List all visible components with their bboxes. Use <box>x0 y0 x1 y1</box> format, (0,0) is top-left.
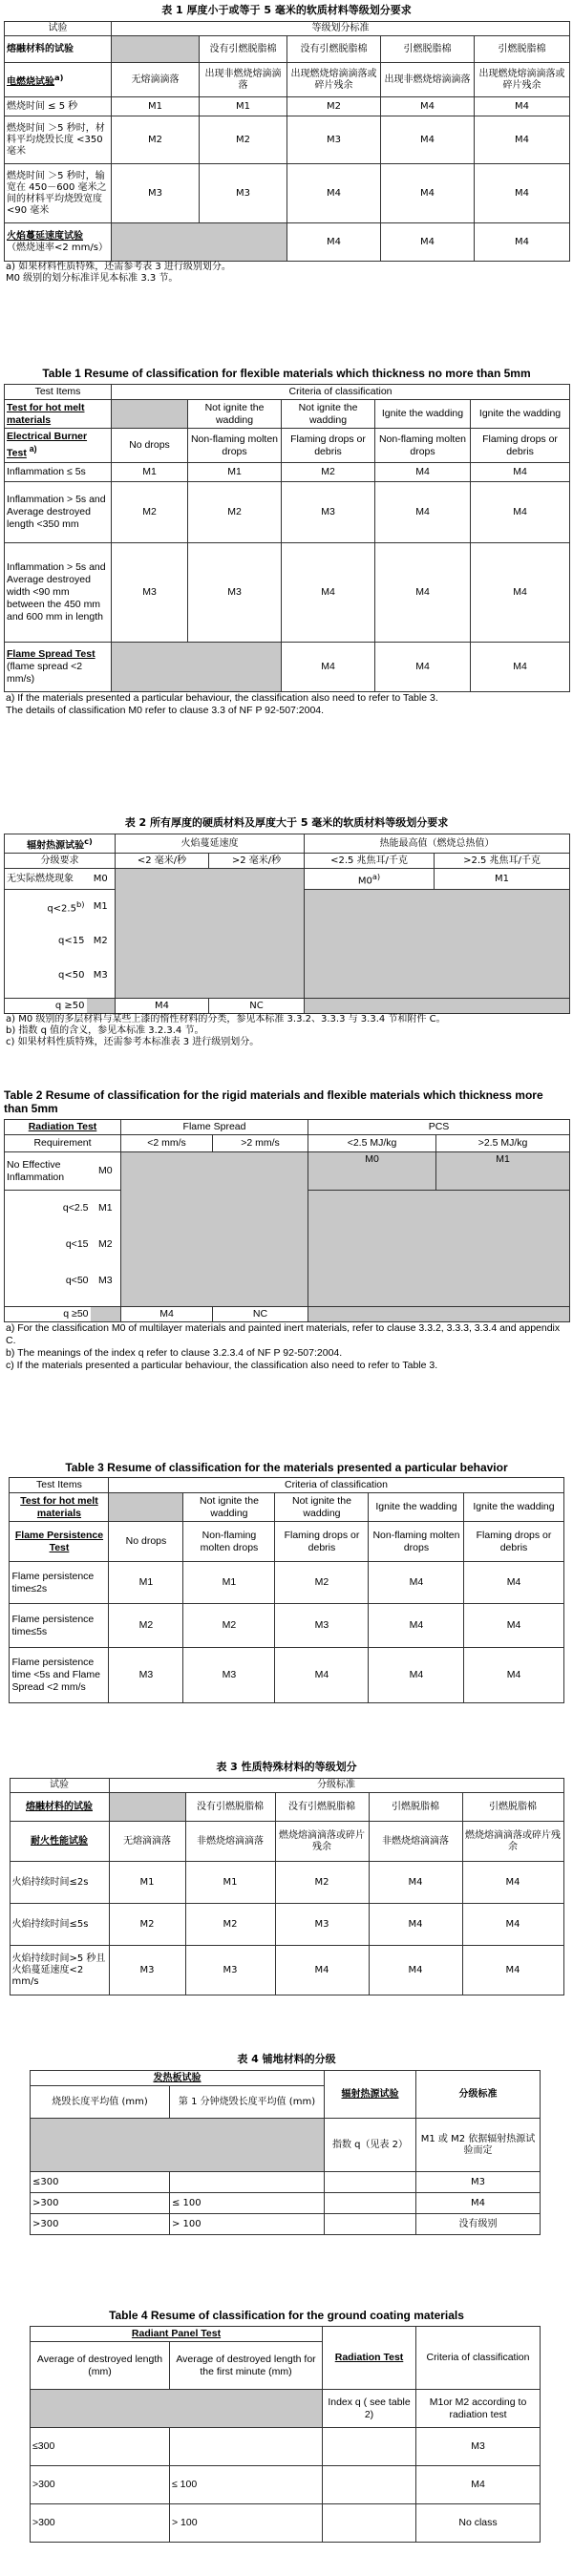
blank-cell <box>305 999 570 1014</box>
table-note: M0 级别的划分标准详见本标准 3.3 节。 <box>6 273 179 284</box>
header-cell: 出现非燃烧熔滴滴落 <box>381 63 475 97</box>
table-note: The details of classification M0 refer to clause 3.3 of NF P 92-507:2004. <box>6 705 325 716</box>
value-cell: M3 <box>112 164 200 223</box>
value-cell: M4 <box>275 1648 369 1703</box>
value-cell: M4 <box>464 1562 563 1604</box>
value-cell: M1 <box>185 1862 275 1904</box>
table2-cn <box>4 834 570 1014</box>
header-cell: Ignite the wadding <box>464 1493 563 1522</box>
row-label-fire-spread: Flame Spread Test (flame spread <2 mm/s) <box>5 643 112 692</box>
value-cell: M1 <box>435 869 570 890</box>
table3-en <box>9 1477 563 1703</box>
value-cell: M0$^{a)}$ <box>305 869 435 890</box>
row-label: q ≥50 <box>5 1307 91 1322</box>
index-cell: 指数 q（见表 2） <box>325 2119 416 2172</box>
row-label: 燃烧时间 ≤ 5 秒 <box>5 97 112 116</box>
header-cell: Flaming drops or debris <box>471 429 570 463</box>
table2-cn-block <box>4 816 569 1048</box>
row-label-electric: 电燃烧试验$^{a)}$ <box>5 63 112 97</box>
class-cell: M3 <box>416 2172 541 2193</box>
value-cell: M1 <box>200 97 287 116</box>
value-cell: M4 <box>475 164 570 223</box>
value-cell: ≤ 100 <box>170 2466 323 2504</box>
value-cell: M4 <box>464 1604 563 1648</box>
header-cell: Flaming drops or debris <box>275 1522 369 1562</box>
header-cell: >2.5 兆焦耳/千克 <box>435 854 570 869</box>
header-requirement: Requirement <box>5 1135 121 1152</box>
blank-cell <box>116 869 305 999</box>
row-label: 火焰持续时间>5 秒且火焰蔓延速度<2 mm/s <box>10 1946 109 1995</box>
header-cell: >2.5 MJ/kg <box>436 1135 570 1152</box>
header-cell: Non-flaming molten drops <box>183 1522 275 1562</box>
value-cell: M4 <box>462 1904 563 1946</box>
row-label: q<2.5 <box>5 1191 91 1227</box>
header-cell: 没有引燃脱脂棉 <box>275 1793 369 1822</box>
blank-cell <box>31 2119 325 2172</box>
value-cell: M3 <box>282 482 375 543</box>
empty-cell <box>325 2172 416 2193</box>
header-test: 试验 <box>10 1779 109 1793</box>
value-cell: M2 <box>109 1904 185 1946</box>
value-cell: M4 <box>282 643 375 692</box>
value-cell: M4 <box>471 482 570 543</box>
value-cell: M3 <box>109 1946 185 1995</box>
header-cell: Not ignite the wadding <box>183 1493 275 1522</box>
header-cell: Ignite the wadding <box>471 400 570 429</box>
value-cell: M4 <box>381 116 475 164</box>
value-cell: M4 <box>375 543 471 643</box>
value-cell: ≤300 <box>31 2428 170 2466</box>
value-cell: M2 <box>188 482 282 543</box>
blank-cell <box>112 36 200 63</box>
header-cell: 烧毁长度平均值 (mm) <box>31 2086 170 2119</box>
table1-en-block <box>4 367 569 717</box>
blank-cell <box>112 223 287 262</box>
table3-cn-caption: 表 3 性质特殊材料的等级划分 <box>216 1761 357 1773</box>
value-cell: M3 <box>109 1648 183 1703</box>
value-cell: M4 <box>369 1946 462 1995</box>
header-requirement: 分级要求 <box>5 854 116 869</box>
row-label-electric: Electrical Burner Test $^{a)}$ <box>5 429 112 463</box>
row-label-hot-melt: Test for hot melt materials <box>10 1493 109 1522</box>
value-cell: >300 <box>31 2504 170 2543</box>
value-cell: > 100 <box>170 2214 325 2235</box>
value-cell: M2 <box>112 482 188 543</box>
class-cell: M4 <box>416 2466 541 2504</box>
value-cell: M3 <box>200 164 287 223</box>
value-cell: M4 <box>471 463 570 482</box>
value-cell <box>170 2172 325 2193</box>
value-cell: M2 <box>185 1904 275 1946</box>
value-cell: >300 <box>31 2466 170 2504</box>
header-cell: Average of destroyed length (mm) <box>31 2342 170 2390</box>
header-cell: 没有引燃脱脂棉 <box>185 1793 275 1822</box>
header-cell: <2.5 兆焦耳/千克 <box>305 854 435 869</box>
empty-cell <box>325 2214 416 2235</box>
blank-cell <box>112 400 188 429</box>
table4-cn-caption: 表 4 铺地材料的分级 <box>237 2053 336 2065</box>
value-cell: M4 <box>462 1862 563 1904</box>
class-cell: 没有级别 <box>416 2214 541 2235</box>
header-test: 试验 <box>5 22 112 36</box>
table-note: a) For the classification M0 of multilayer materials and painted inert materials, refer to clause 3.3.2, 3.3.3, 3.3.4 and appendix C. <box>6 1322 561 1346</box>
value-cell: M3 <box>185 1946 275 1995</box>
header-radiation: 辐射热源试验 <box>325 2071 416 2119</box>
header-cell: 引燃脱脂棉 <box>462 1793 563 1822</box>
empty-cell <box>323 2504 416 2543</box>
row-label-persistence: Flame Persistence Test <box>10 1522 109 1562</box>
blank-cell <box>308 1191 570 1307</box>
value-cell: NC <box>209 999 305 1014</box>
value-cell: ≤ 100 <box>170 2193 325 2214</box>
header-criteria: Criteria of classification <box>416 2327 541 2390</box>
header-cell: <2 mm/s <box>121 1135 213 1152</box>
index-cell: Index q ( see table 2) <box>323 2390 416 2428</box>
table4-en-block <box>4 2309 569 2543</box>
value-cell: M4 <box>369 1648 464 1703</box>
row-label-fire-spread: 火焰蔓延速度试验 （燃烧速率<2 mm/s） <box>5 223 112 262</box>
header-cell: 没有引燃脱脂棉 <box>287 36 381 63</box>
row-label: Flame persistence time≤5s <box>10 1604 109 1648</box>
empty-cell <box>325 2193 416 2214</box>
header-cell: 非燃烧熔滴滴落 <box>369 1822 462 1862</box>
header-criteria: Criteria of classification <box>109 1478 563 1493</box>
header-cell: <2 毫米/秒 <box>116 854 209 869</box>
header-standard: 分级标准 <box>109 1779 563 1793</box>
header-radiation: Radiation Test <box>5 1120 121 1135</box>
header-cell: Ignite the wadding <box>375 400 471 429</box>
table1-cn-caption: 表 1 厚度小于或等于 5 毫米的软质材料等级划分要求 <box>161 4 412 16</box>
value-cell: M2 <box>282 463 375 482</box>
header-cell: 引燃脱脂棉 <box>475 36 570 63</box>
header-cell: 出现非燃烧熔滴滴落 <box>200 63 287 97</box>
value-cell: M4 <box>275 1946 369 1995</box>
row-label: $q<2.5^{b)}$ <box>5 890 87 924</box>
header-cell: Non-flaming molten drops <box>369 1522 464 1562</box>
row-label: 燃烧时间 ＞5 秒时，输宽在 450－600 毫米之间的材料平均烧毁宽度<90 毫米 <box>5 164 112 223</box>
table-note: a) If the materials presented a particular behaviour, the classification also need to refer to Table 3. <box>6 692 438 704</box>
value-cell: M4 <box>381 223 475 262</box>
value-cell: M2 <box>275 1562 369 1604</box>
value-cell: M4 <box>369 1862 462 1904</box>
row-label: Inflammation ≤ 5s <box>5 463 112 482</box>
header-cell: 没有引燃脱脂棉 <box>200 36 287 63</box>
header-cell: Average of destroyed length for the first minute (mm) <box>170 2342 323 2390</box>
value-cell: >300 <box>31 2214 170 2235</box>
value-cell: M4 <box>375 482 471 543</box>
table3-cn <box>10 1778 564 1995</box>
value-cell: M4 <box>287 164 381 223</box>
header-cell: 出现燃烧熔滴滴落或碎片残余 <box>475 63 570 97</box>
table1-cn-block <box>4 4 569 285</box>
table-note: c) 如果材料性质特殊，还需参考本标准表 3 进行级别划分。 <box>6 1037 260 1048</box>
header-cell: No drops <box>109 1522 183 1562</box>
header-pcs: 热能最高值（燃烧总热值） <box>305 834 570 854</box>
value-cell: M2 <box>200 116 287 164</box>
value-cell: M4 <box>475 223 570 262</box>
header-cell: No drops <box>112 429 188 463</box>
value-cell: M4 <box>116 999 209 1014</box>
spacer-cell <box>5 1299 91 1307</box>
header-test: Test Items <box>10 1478 109 1493</box>
value-cell: M1 <box>112 97 200 116</box>
header-cell: Non-flaming molten drops <box>375 429 471 463</box>
value-cell: M4 <box>369 1904 462 1946</box>
table3-cn-block <box>4 1761 569 1995</box>
value-cell: M4 <box>381 97 475 116</box>
blank-cell <box>91 1307 121 1322</box>
blank-cell <box>109 1493 183 1522</box>
row-label: 燃烧时间 ＞5 秒时，材料平均烧毁长度 <350 毫米 <box>5 116 112 164</box>
header-flame: 火焰蔓延速度 <box>116 834 305 854</box>
class-cell: M3 <box>416 2428 541 2466</box>
criteria-cell: M1 或 M2 依据辐射热源试验而定 <box>416 2119 541 2172</box>
value-cell: M4 <box>369 1604 464 1648</box>
value-cell: M4 <box>475 97 570 116</box>
table2-en-caption: Table 2 Resume of classification for the rigid materials and flexible materials which thickness more than 5mm <box>4 1088 543 1115</box>
value-cell: M1 <box>188 463 282 482</box>
row-label: q<50 <box>5 959 87 993</box>
table-note: a) M0 级别的多层材料与某些上漆的惰性材料的分类，参见本标准 3.3.2、3.3.3 与 3.3.4 节和附件 C。 <box>6 1014 446 1025</box>
row-label: 火焰持续时间≤2s <box>10 1862 109 1904</box>
row-label-fire-resistance: 耐火性能试验 <box>10 1822 109 1862</box>
table2-en-block <box>4 1088 569 1372</box>
empty-cell <box>323 2466 416 2504</box>
value-cell: >300 <box>31 2193 170 2214</box>
blank-cell <box>112 643 282 692</box>
value-cell: M1 <box>109 1562 183 1604</box>
value-cell: M4 <box>375 463 471 482</box>
table-note: b) The meanings of the index q refer to clause 3.2.3.4 of NF P 92-507:2004. <box>6 1347 343 1359</box>
value-cell: M0 <box>308 1152 436 1191</box>
value-cell: M1 <box>183 1562 275 1604</box>
table2-en <box>4 1119 570 1322</box>
table1-en <box>4 384 570 692</box>
row-label: q<15 <box>5 924 87 959</box>
value-cell: M3 <box>275 1604 369 1648</box>
value-cell: M1 <box>436 1152 570 1191</box>
header-cell: 燃烧熔滴滴落或碎片残余 <box>275 1822 369 1862</box>
table4-cn-block <box>4 2053 569 2235</box>
row-label: 火焰持续时间≤5s <box>10 1904 109 1946</box>
header-cell: 出现燃烧熔滴滴落或碎片残余 <box>287 63 381 97</box>
header-test: Test Items <box>5 385 112 400</box>
value-cell: M4 <box>369 1562 464 1604</box>
value-cell: > 100 <box>170 2504 323 2543</box>
header-cell: 引燃脱脂棉 <box>369 1793 462 1822</box>
blank-cell <box>308 1307 570 1322</box>
empty-cell <box>323 2428 416 2466</box>
value-cell <box>170 2428 323 2466</box>
row-label: Inflammation > 5s and Average destroyed width <90 mm between the 450 mm and 600 mm in length <box>5 543 112 643</box>
value-cell: M3 <box>275 1904 369 1946</box>
row-label: q<50 <box>5 1263 91 1299</box>
header-cell: Not ignite the wadding <box>188 400 282 429</box>
value-cell: M1 <box>109 1862 185 1904</box>
value-cell: M4 <box>282 543 375 643</box>
value-cell: M2 <box>287 97 381 116</box>
blank-cell <box>109 1793 185 1822</box>
table3-en-caption: Table 3 Resume of classification for the materials presented a particular behavior <box>65 1461 508 1474</box>
value-cell: M4 <box>121 1307 213 1322</box>
header-radiation: Radiation Test <box>323 2327 416 2390</box>
grade-cell: M2 <box>91 1227 121 1263</box>
blank-cell <box>87 999 116 1014</box>
header-cell: 非燃烧熔滴滴落 <box>185 1822 275 1862</box>
value-cell: M3 <box>112 543 188 643</box>
blank-cell <box>305 890 570 999</box>
blank-cell <box>121 1152 308 1307</box>
grade-cell: M1 <box>87 890 116 924</box>
table-note: b) 指数 q 值的含义，参见本标准 3.2.3.4 节。 <box>6 1025 204 1037</box>
table2-cn-caption: 表 2 所有厚度的硬质材料及厚度大于 5 毫米的软质材料等级划分要求 <box>124 816 449 829</box>
header-pcs: PCS <box>308 1120 570 1135</box>
row-label: q ≥50 <box>5 999 87 1014</box>
row-label-hot-melt: 熔融材料的试验 <box>5 36 112 63</box>
header-cell: <2.5 MJ/kg <box>308 1135 436 1152</box>
header-panel: Radiant Panel Test <box>31 2327 323 2342</box>
grade-cell: M1 <box>91 1191 121 1227</box>
value-cell: M3 <box>188 543 282 643</box>
value-cell: NC <box>213 1307 308 1322</box>
row-label: Inflammation > 5s and Average destroyed length <350 mm <box>5 482 112 543</box>
value-cell: M4 <box>471 543 570 643</box>
grade-cell: M3 <box>91 1263 121 1299</box>
header-panel: 发热板试验 <box>31 2071 325 2086</box>
header-cell: 第 1 分钟烧毁长度平均值 (mm) <box>170 2086 325 2119</box>
value-cell: M4 <box>375 643 471 692</box>
table4-en <box>30 2326 541 2543</box>
table4-cn <box>30 2070 541 2235</box>
value-cell: M2 <box>183 1604 275 1648</box>
value-cell: M2 <box>109 1604 183 1648</box>
table3-en-block <box>4 1461 569 1703</box>
header-flame: Flame Spread <box>121 1120 308 1135</box>
header-cell: Ignite the wadding <box>369 1493 464 1522</box>
grade-cell: M2 <box>87 924 116 959</box>
row-label: No Effective Inflammation <box>5 1152 91 1191</box>
value-cell: M2 <box>275 1862 369 1904</box>
grade-cell: M3 <box>87 959 116 993</box>
header-standard: 等级划分标准 <box>112 22 570 36</box>
header-cell: >2 mm/s <box>213 1135 308 1152</box>
grade-cell: M0 <box>87 869 116 890</box>
value-cell: M2 <box>112 116 200 164</box>
row-label: Flame persistence time≤2s <box>10 1562 109 1604</box>
row-label-hot-melt: Test for hot melt materials <box>5 400 112 429</box>
value-cell: ≤300 <box>31 2172 170 2193</box>
blank-cell <box>31 2390 323 2428</box>
spacer-cell <box>91 1299 121 1307</box>
value-cell: M4 <box>471 643 570 692</box>
header-cell: 引燃脱脂棉 <box>381 36 475 63</box>
header-cell: 无熔滴滴落 <box>109 1822 185 1862</box>
header-cell: >2 毫米/秒 <box>209 854 305 869</box>
table1-en-caption: Table 1 Resume of classification for flexible materials which thickness no more than 5mm <box>42 367 531 380</box>
header-radiation: 辐射热源试验$^{c)}$ <box>5 834 116 854</box>
value-cell: M4 <box>462 1946 563 1995</box>
header-standard: 分级标准 <box>416 2071 541 2119</box>
row-label: 无实际燃烧现象 <box>5 869 87 890</box>
header-cell: Not ignite the wadding <box>275 1493 369 1522</box>
header-cell: Flaming drops or debris <box>464 1522 563 1562</box>
row-label: q<15 <box>5 1227 91 1263</box>
table4-en-caption: Table 4 Resume of classification for the ground coating materials <box>109 2309 464 2322</box>
value-cell: M3 <box>287 116 381 164</box>
header-criteria: Criteria of classification <box>112 385 570 400</box>
value-cell: M4 <box>287 223 381 262</box>
table-note: c) If the materials presented a particular behaviour, the classification also need to refer to Table 3. <box>6 1360 438 1371</box>
table-note: a) 如果材料性质特殊，还需参考表 3 进行级别划分。 <box>6 262 231 272</box>
header-cell: Non-flaming molten drops <box>188 429 282 463</box>
row-label: Flame persistence time <5s and Flame Spread <2 mm/s <box>10 1648 109 1703</box>
value-cell: M4 <box>381 164 475 223</box>
criteria-cell: M1or M2 according to radiation test <box>416 2390 541 2428</box>
grade-cell: M0 <box>91 1152 121 1191</box>
table1-cn <box>4 21 570 262</box>
class-cell: M4 <box>416 2193 541 2214</box>
value-cell: M4 <box>464 1648 563 1703</box>
header-cell: 燃烧熔滴滴落或碎片残余 <box>462 1822 563 1862</box>
header-cell: Flaming drops or debris <box>282 429 375 463</box>
value-cell: M4 <box>475 116 570 164</box>
row-label-hot-melt: 熔融材料的试验 <box>10 1793 109 1822</box>
header-cell: Not ignite the wadding <box>282 400 375 429</box>
header-cell: 无熔滴滴落 <box>112 63 200 97</box>
value-cell: M1 <box>112 463 188 482</box>
class-cell: No class <box>416 2504 541 2543</box>
value-cell: M3 <box>183 1648 275 1703</box>
